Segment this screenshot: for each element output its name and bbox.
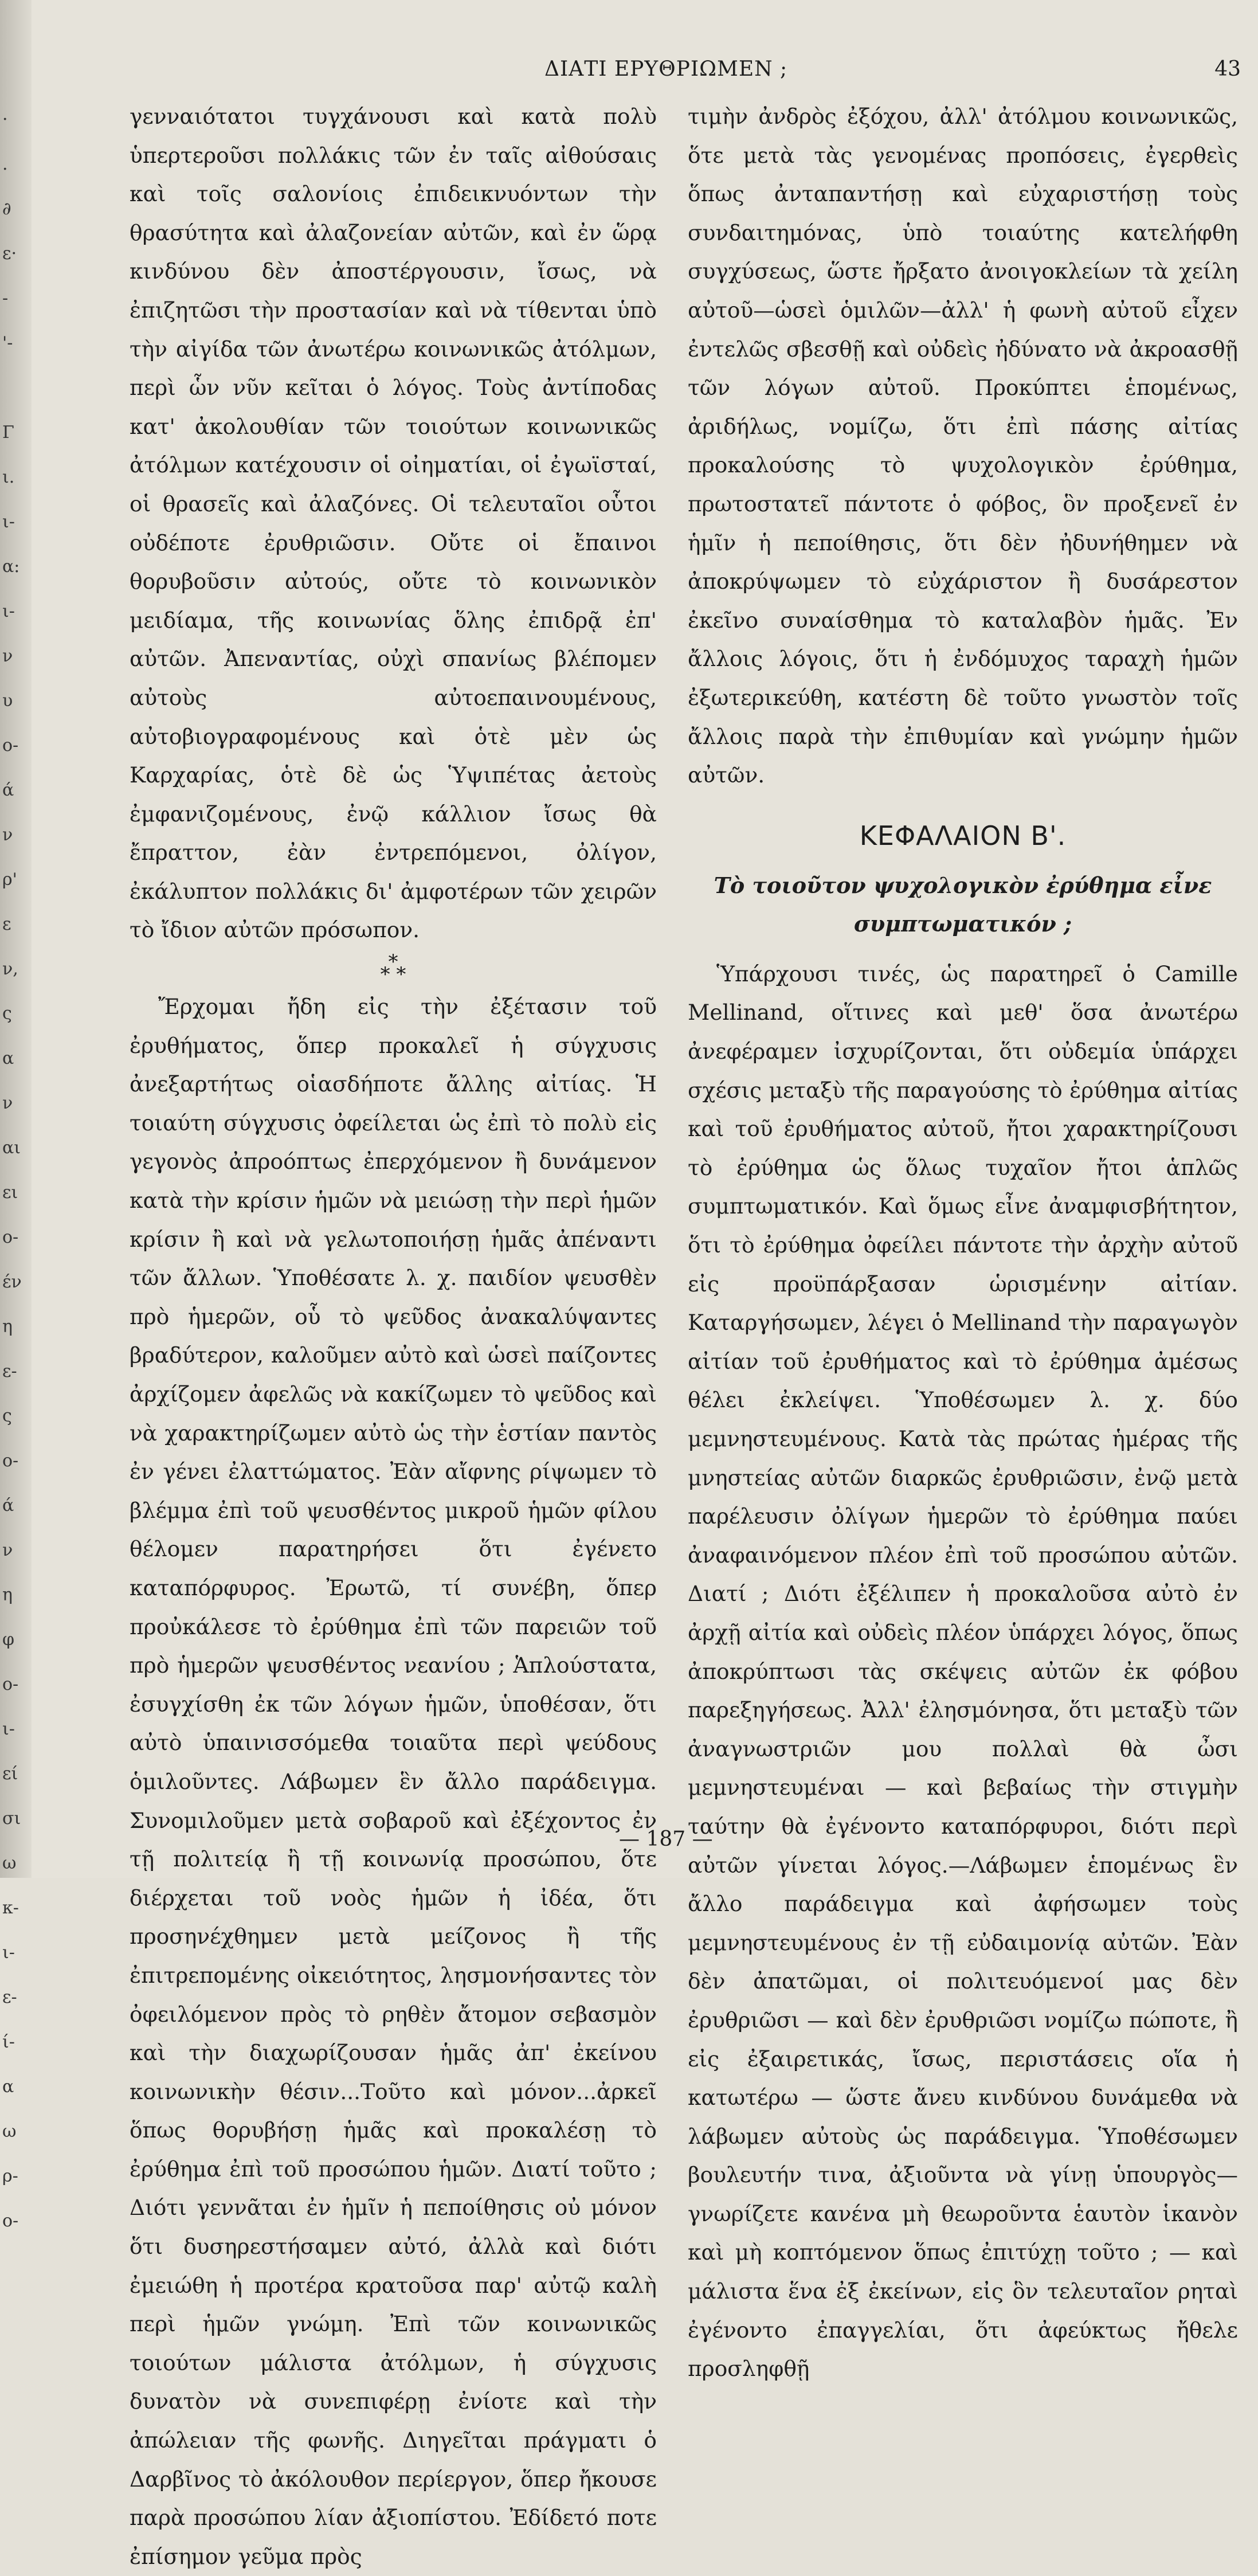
section-separator-stars: * * *	[380, 950, 406, 986]
left-paragraph-2: Ἔρχομαι ἤδη εἰς τὴν ἐξέτασιν τοῦ ἐρυθήματος, ὅπερ προκαλεῖ ἡ σύγχυσις ἀνεξαρτήτως οἱασδήποτε ἄλλης αἰτίας. Ἡ τοιαύτη σύγχυσις ὀφείλεται ὡς ἐπὶ τὸ πολὺ εἰς γεγονὸς ἀπροόπτως ἐπερχόμενον ἢ δυνάμενον κατὰ τὴν κρίσιν ἡμῶν νὰ μειώσῃ τὴν περὶ ἡμῶν κρίσιν ἢ καὶ νὰ γελωτοποιήσῃ ἡμᾶς ἀπέναντι τῶν ἄλλων. Ὑποθέσατε λ. χ. παιδίον ψευσθὲν πρὸ ἡμερῶν, οὗ τὸ ψεῦδος ἀνακαλύψαντες βραδύτερον, καλοῦμεν αὐτὸ καὶ ὡσεὶ παίζοντες ἀρχίζομεν ἀφελῶς νὰ κακίζωμεν τὸ ψεῦδος καὶ νὰ χαρακτηρίζωμεν αὐτὸ ὡς τὴν ἑστίαν παντὸς ἐν γένει ἐλαττώματος. Ἐὰν αἴφνης ρίψωμεν τὸ βλέμμα ἐπὶ τοῦ ψευσθέντος μικροῦ ἡμῶν φίλου θέλομεν παρατηρήσει ὅτι ἐγένετο καταπόρφυρος. Ἐρωτῶ, τί συνέβη, ὅπερ προὐκάλεσε τὸ ἐρύθημα ἐπὶ τῶν παρειῶν τοῦ πρὸ ἡμερῶν ψευσθέντος νεανίου ; Ἁπλούστατα, ἐσυγχίσθη ἐκ τῶν λόγων ἡμῶν, ὑποθέσαν, ὅτι αὐτὸ ὑπαινισσόμεθα τοιαῦτα περὶ ψεύδους ὁμιλοῦντες. Λάβωμεν ἓν ἄλλο παράδειγμα. Συνομιλοῦμεν μετὰ σοβαροῦ καὶ ἐξέχοντος ἐν τῇ πολιτείᾳ ἢ τῇ κοινωνίᾳ προσώπου, ὅτε διέρχεται τοῦ νοὸς ἡμῶν ἡ ἰδέα, ὅτι προσηνέχθημεν μετὰ μείζονος ἢ τῆς ἐπιτρεπομένης οἰκειότητος, λησμονήσαντες τὸν ὀφειλόμενον πρὸς τὸ ρηθὲν ἄτομον σεβασμὸν καὶ τὴν διαχωρίζουσαν ἡμᾶς ἀπ' ἐκείνου κοινωνικὴν θέσιν...Τοῦτο καὶ μόνον...ἀρκεῖ ὅπως θορυβήσῃ ἡμᾶς καὶ προκαλέσῃ τὸ ἐρύθημα ἐπὶ τοῦ προσώπου ἡμῶν. Διατί τοῦτο ; Διότι γεννᾶται ἐν ἡμῖν ἡ πεποίθησις οὐ μόνον ὅτι δυσηρεστήσαμεν αὐτό, ἀλλὰ καὶ διότι ἐμειώθη ἡ προτέρα κρατοῦσα παρ' αὐτῷ καλὴ περὶ ἡμῶν γνώμη. Ἐπὶ τῶν κοινωνικῶς τοιούτων μάλιστα ἀτόλμων, ἡ σύγχυσις δυνατὸν νὰ συνεπιφέρῃ ἐνίοτε καὶ τὴν ἀπώλειαν τῆς φωνῆς. Διηγεῖται πράγματι ὁ Δαρβῖνος τὸ ἀκόλουθον περίεργον, ὅπερ ἤκουσε παρὰ προσώπου λίαν ἀξιοπίστου. Ἐδίδετό ποτε ἐπίσημον γεῦμα πρὸς	[130, 994, 657, 2569]
page-number: 43	[1214, 57, 1241, 81]
left-paragraph-1: γενναιότατοι τυγχάνουσι καὶ κατὰ πολὺ ὑπερτεροῦσι πολλάκις τῶν ἐν ταῖς αἰθούσαις καὶ τοῖς σαλονίοις ἐπιδεικνυόντων τὴν θρασύτητα καὶ ἀλαζονείαν αὐτῶν, καὶ ἐν ὥρᾳ κινδύνου δὲν ἀποστέργουσιν, ἴσως, νὰ ἐπιζητῶσι τὴν προστασίαν καὶ νὰ τίθενται ὑπὸ τὴν αἰγίδα τῶν ἀνωτέρω κοινωνικῶς ἀτόλμων, περὶ ὧν νῦν κεῖται ὁ λόγος. Τοὺς ἀντίποδας κατ' ἀκολουθίαν τῶν τοιούτων κοινωνικῶς ἀτόλμων κατέχουσιν οἱ οἰηματίαι, οἱ ἐγωϊσταί, οἱ θρασεῖς καὶ ἀλαζόνες. Οἱ τελευταῖοι οὗτοι οὐδέποτε ἐρυθριῶσιν. Οὔτε οἱ ἔπαινοι θορυβοῦσιν αὐτούς, οὔτε τὸ κοινωνικὸν μειδίαμα, τῆς κοινωνίας ὅλης ἐπιδρᾷ ἐπ' αὐτῶν. Ἀπεναντίας, οὐχὶ σπανίως βλέπομεν αὐτοὺς αὐτοεπαινουμένους, αὐτοβιογραφομένους καὶ ὁτὲ μὲν ὡς Καρχαρίας, ὁτὲ δὲ ὡς Ὑψιπέτας ἀετοὺς ἐμφανιζομένους, ἐνῷ κάλλιον ἴσως θὰ ἔπραττον, ἐὰν ἐντρεπόμενοι, ὀλίγον, ἐκάλυπτον πολλάκις δι' ἀμφοτέρων τῶν χειρῶν τὸ ἴδιον αὐτῶν πρόσωπον.	[130, 104, 657, 943]
page-folio: — 187 —	[619, 1827, 713, 1851]
facing-page-fragments: · . ∂ ε· - '- Γ ι. ι- α: ι- ν υ ο- ά ν ρ' ε ν, ς α ν αι ει ο- έν η ε- ς ο- ά ν η φ ο- ι- εί σι ω κ- ι- ε- ί- α ω ρ- ο-	[2, 109, 22, 2231]
page-header	[0, 57, 1258, 92]
right-paragraph-2: Ὑπάρχουσι τινές, ὡς παρατηρεῖ ὁ Camille Mellinand, οἵτινες καὶ μεθ' ὅσα ἀνωτέρω ἀνεφέραμεν ἰσχυρίζονται, ὅτι οὐδεμία ὑπάρχει σχέσις μεταξὺ τῆς παραγούσης τὸ ἐρύθημα αἰτίας καὶ τοῦ ἐρυθήματος αὐτοῦ, ἤτοι χαρακτηρίζουσι τὸ ἐρύθημα ὡς ὅλως τυχαῖον ἤτοι ἁπλῶς συμπτωματικόν. Καὶ ὅμως εἶνε ἀναμφισβήτητον, ὅτι τὸ ἐρύθημα ὀφείλει πάντοτε τὴν ἀρχὴν αὐτοῦ εἰς προϋπάρξασαν ὡρισμένην αἰτίαν. Καταργήσωμεν, λέγει ὁ Mellinand τὴν παραγωγὸν αἰτίαν τοῦ ἐρυθήματος καὶ τὸ ἐρύθημα ἀμέσως θέλει ἐκλείψει. Ὑποθέσωμεν λ. χ. δύο μεμνηστευμένους. Κατὰ τὰς πρώτας ἡμέρας τῆς μνηστείας αὐτῶν διαρκῶς ἐρυθριῶσιν, ἐνῷ μετὰ παρέλευσιν ὀλίγων ἡμερῶν τὸ ἐρύθημα παύει ἀναφαινόμενον πλέον ἐπὶ τοῦ προσώπου αὐτῶν. Διατί ; Διότι ἐξέλιπεν ἡ προκαλοῦσα αὐτὸ ἐν ἀρχῇ αἰτία καὶ οὐδεὶς πλέον ὑπάρχει λόγος, ὅπως ἀποκρύπτωσι τὰς σκέψεις αὐτῶν ἐκ φόβου παρεξηγήσεως. Ἀλλ' ἐλησμόνησα, ὅτι μεταξὺ τῶν ἀναγνωστριῶν μου πολλαὶ θὰ ὦσι μεμνηστευμέναι — καὶ βεβαίως τὴν στιγμὴν ταύτην θὰ ἐγένοντο καταπόρφυροι, διότι περὶ αὐτῶν γίνεται λόγος.—Λάβωμεν ἑπομένως ἓν ἄλλο παράδειγμα καὶ ἀφήσωμεν τοὺς μεμνηστευμένους ἐν τῇ εὐδαιμονίᾳ αὐτῶν. Ἐὰν δὲν ἀπατῶμαι, οἱ πολιτευόμενοί μας δὲν ἐρυθριῶσι — καὶ δὲν ἐρυθριῶσι νομίζω πώποτε, ἢ εἰς ἐξαιρετικάς, ἴσως, περιστάσεις οἵα ἡ κατωτέρω — ὥστε ἄνευ κινδύνου δυνάμεθα νὰ λάβωμεν αὐτοὺς ὡς παράδειγμα. Ὑποθέσωμεν βουλευτήν τινα, ἀξιοῦντα νὰ γίνῃ ὑπουργὸς—γνωρίζετε κανένα μὴ θεωροῦντα ἑαυτὸν ἱκανὸν καὶ μὴ κοπτόμενον ὅπως ἐπιτύχῃ τοῦτο ; — καὶ μάλιστα ἕνα ἐξ ἐκείνων, εἰς ὃν τελευταῖον ρηταὶ ἐγένοντο ἐπαγγελίαι, ὅτι ἀφεύκτως ἤθελε προσληφθῇ	[688, 961, 1238, 2382]
left-column	[130, 97, 657, 2576]
right-paragraph-1: τιμὴν ἀνδρὸς ἐξόχου, ἀλλ' ἀτόλμου κοινωνικῶς, ὅτε μετὰ τὰς γενομένας προπόσεις, ἐγερθεὶς ὅπως ἀνταπαντήσῃ καὶ εὐχαριστήσῃ τοὺς συνδαιτημόνας, ὑπὸ τοιαύτης κατελήφθη συγχύσεως, ὥστε ἤρξατο ἀνοιγοκλείων τὰ χείλη αὐτοῦ—ὡσεὶ ὁμιλῶν—ἀλλ' ἡ φωνὴ αὐτοῦ εἶχεν ἐντελῶς σβεσθῇ καὶ οὐδεὶς ἠδύνατο νὰ ἀκροασθῇ τῶν λόγων αὐτοῦ. Προκύπτει ἑπομένως, ἀριδήλως, νομίζω, ὅτι ἐπὶ πάσης αἰτίας προκαλούσης τὸ ψυχολογικὸν ἐρύθημα, πρωτοστατεῖ πάντοτε ὁ φόβος, ὃν προξενεῖ ἐν ἡμῖν ἡ πεποίθησις, ὅτι δὲν ἠδυνήθημεν νὰ ἀποκρύψωμεν τὸ εὐχάριστον ἢ δυσάρεστον ἐκεῖνο συναίσθημα τὸ καταλαβὸν ἡμᾶς. Ἐν ἄλλοις λόγοις, ὅτι ἡ ἐνδόμυχος ταραχὴ ἡμῶν ἐξωτερικεύθη, κατέστη δὲ τοῦτο γνωστὸν τοῖς ἄλλοις παρὰ τὴν ἐπιθυμίαν καὶ γνώμην ἡμῶν αὐτῶν.	[688, 104, 1238, 788]
right-column	[688, 97, 1238, 2389]
chapter-heading: ΚΕΦΑΛΑΙΟΝ Β'.	[859, 820, 1067, 851]
facing-page-edge	[0, 0, 32, 2231]
chapter-subtitle: Τὸ τοιοῦτον ψυχολογικὸν ἐρύθημα εἶνε συμπτωματικόν ;	[714, 872, 1212, 937]
running-title: ΔΙΑΤΙ ΕΡΥΘΡΙΩΜΕΝ ;	[544, 57, 788, 81]
